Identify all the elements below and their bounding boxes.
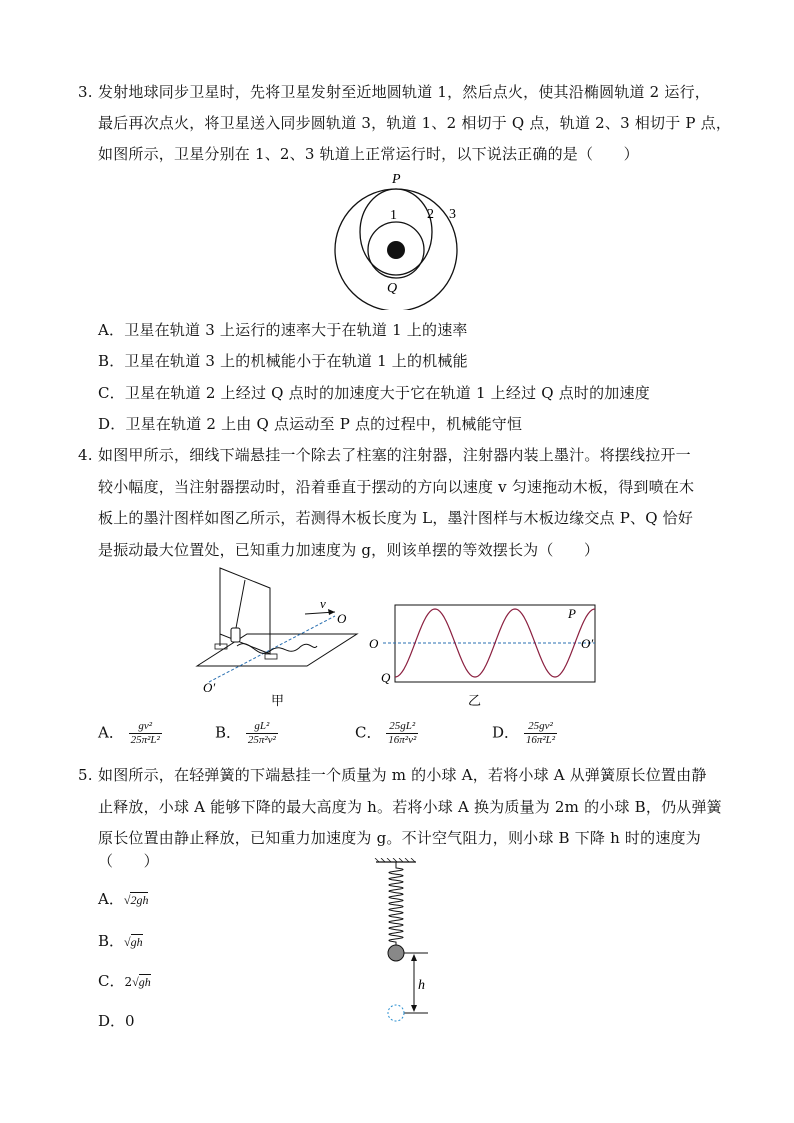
sqrt-symbol: √2gh bbox=[123, 893, 149, 907]
q4-option-c[interactable] bbox=[355, 720, 418, 747]
orbit-3-label: 3 bbox=[449, 207, 456, 222]
q3-number: 3. bbox=[78, 83, 93, 101]
point-p-label: P bbox=[392, 172, 401, 187]
axis-o-label: O bbox=[337, 611, 347, 626]
axis-o-prime-label: O′ bbox=[581, 636, 594, 651]
q5-option-b[interactable] bbox=[98, 930, 143, 951]
fraction-denominator: 25π²L² bbox=[130, 734, 160, 746]
fraction-denominator: 16π²L² bbox=[525, 734, 556, 746]
q4-option-b[interactable] bbox=[215, 720, 278, 747]
q5-number: 5. bbox=[78, 766, 93, 784]
q4-stem-line4: 是振动最大位置处，已知重力加速度为 g，则该单摆的等效摆长为（ ） bbox=[98, 541, 600, 559]
pendulum-board-figure bbox=[195, 566, 360, 708]
ink-trace-figure bbox=[365, 600, 610, 710]
sqrt-radicand: gh bbox=[138, 975, 151, 989]
q5-stem-line4: （ ） bbox=[98, 852, 159, 870]
point-p-label: P bbox=[568, 606, 576, 621]
q4-option-d[interactable] bbox=[492, 720, 557, 747]
ball-icon bbox=[388, 945, 404, 961]
sqrt-radicand: gh bbox=[130, 935, 143, 949]
figure-yi-caption: 乙 bbox=[468, 693, 482, 708]
option-letter: B． bbox=[98, 932, 125, 950]
q3-stem-line2: 最后再次点火，将卫星送入同步圆轨道 3，轨道 1、2 相切于 Q 点，轨道 2、3 相切于 P 点， bbox=[98, 114, 732, 132]
fraction-numerator: 25gL² bbox=[386, 720, 418, 734]
height-label: h bbox=[418, 978, 425, 993]
option-fraction bbox=[524, 720, 557, 747]
point-q-label: Q bbox=[387, 281, 398, 296]
orbit-2-label: 2 bbox=[427, 207, 434, 222]
fraction-numerator: gv² bbox=[129, 720, 162, 734]
fraction-denominator: 16π²v² bbox=[388, 734, 417, 746]
option-coefficient: 2 bbox=[124, 975, 133, 989]
option-letter: D． bbox=[492, 723, 520, 742]
option-coefficient: 0 bbox=[125, 1012, 135, 1030]
option-letter: A． bbox=[98, 890, 124, 908]
earth-icon bbox=[387, 241, 405, 259]
q4-number: 4. bbox=[78, 446, 93, 464]
axis-o-prime-label: O′ bbox=[203, 680, 216, 695]
ball-final-position-icon bbox=[388, 1005, 404, 1021]
q3-option-c[interactable]: C．卫星在轨道 2 上经过 Q 点时的加速度大于它在轨道 1 上经过 Q 点时的加速度 bbox=[98, 384, 650, 402]
q5-option-d[interactable] bbox=[98, 1010, 135, 1031]
orbit-1-label: 1 bbox=[390, 208, 397, 223]
q4-stem-line1: 如图甲所示，细线下端悬挂一个除去了柱塞的注射器，注射器内装上墨汁。将摆线拉开一 bbox=[98, 446, 691, 464]
q5-option-a[interactable] bbox=[98, 888, 148, 909]
option-letter: C． bbox=[355, 723, 382, 742]
sqrt-radicand: 2gh bbox=[130, 893, 149, 907]
fraction-numerator: 25gv² bbox=[524, 720, 557, 734]
q4-stem-line2: 较小幅度，当注射器摆动时，沿着垂直于摆动的方向以速度 v 匀速拖动木板，得到喷在木 bbox=[98, 478, 695, 496]
q4-stem-line3: 板上的墨汁图样如图乙所示，若测得木板长度为 L，墨汁图样与木板边缘交点 P、Q 恰好 bbox=[98, 509, 694, 527]
spring-figure bbox=[370, 858, 450, 1030]
q3-option-b[interactable]: B．卫星在轨道 3 上的机械能小于在轨道 1 上的机械能 bbox=[98, 352, 468, 370]
q3-option-d[interactable]: D．卫星在轨道 2 上由 Q 点运动至 P 点的过程中，机械能守恒 bbox=[98, 415, 523, 433]
q5-option-c[interactable] bbox=[98, 970, 151, 991]
orbit-diagram bbox=[330, 170, 465, 310]
axis-o-label: O bbox=[369, 636, 379, 651]
q3-stem-line3: 如图所示，卫星分别在 1、2、3 轨道上正常运行时，以下说法正确的是（ ） bbox=[98, 145, 639, 163]
option-fraction bbox=[246, 720, 278, 747]
q3-option-a[interactable]: A．卫星在轨道 3 上运行的速率大于在轨道 1 上的速率 bbox=[98, 321, 468, 339]
q3-stem-line1: 发射地球同步卫星时，先将卫星发射至近地圆轨道 1，然后点火，使其沿椭圆轨道 2 运行， bbox=[98, 83, 710, 101]
fraction-numerator: gL² bbox=[246, 720, 278, 734]
q4-option-a[interactable] bbox=[98, 720, 162, 747]
fraction-denominator: 25π²v² bbox=[247, 734, 276, 746]
point-q-label: Q bbox=[381, 670, 391, 685]
sqrt-symbol: √gh bbox=[132, 975, 151, 989]
option-letter: C． bbox=[98, 972, 125, 990]
option-letter: B． bbox=[215, 723, 242, 742]
q5-stem-line2: 止释放，小球 A 能够下降的最大高度为 h。若将小球 A 换为质量为 2m 的小球 B，仍从弹簧 bbox=[98, 798, 722, 816]
figure-jia-caption: 甲 bbox=[271, 693, 285, 708]
velocity-label: v bbox=[320, 596, 326, 611]
q5-stem-line1: 如图所示，在轻弹簧的下端悬挂一个质量为 m 的小球 A，若将小球 A 从弹簧原长位置由静 bbox=[98, 766, 707, 784]
option-letter: A． bbox=[98, 723, 124, 742]
option-letter: D． bbox=[98, 1012, 126, 1030]
q5-stem-line3: 原长位置由静止释放，已知重力加速度为 g。不计空气阻力，则小球 B 下降 h 时的速度为 bbox=[98, 829, 701, 847]
sqrt-symbol: √gh bbox=[124, 935, 143, 949]
option-fraction bbox=[386, 720, 418, 747]
option-fraction bbox=[129, 720, 162, 747]
